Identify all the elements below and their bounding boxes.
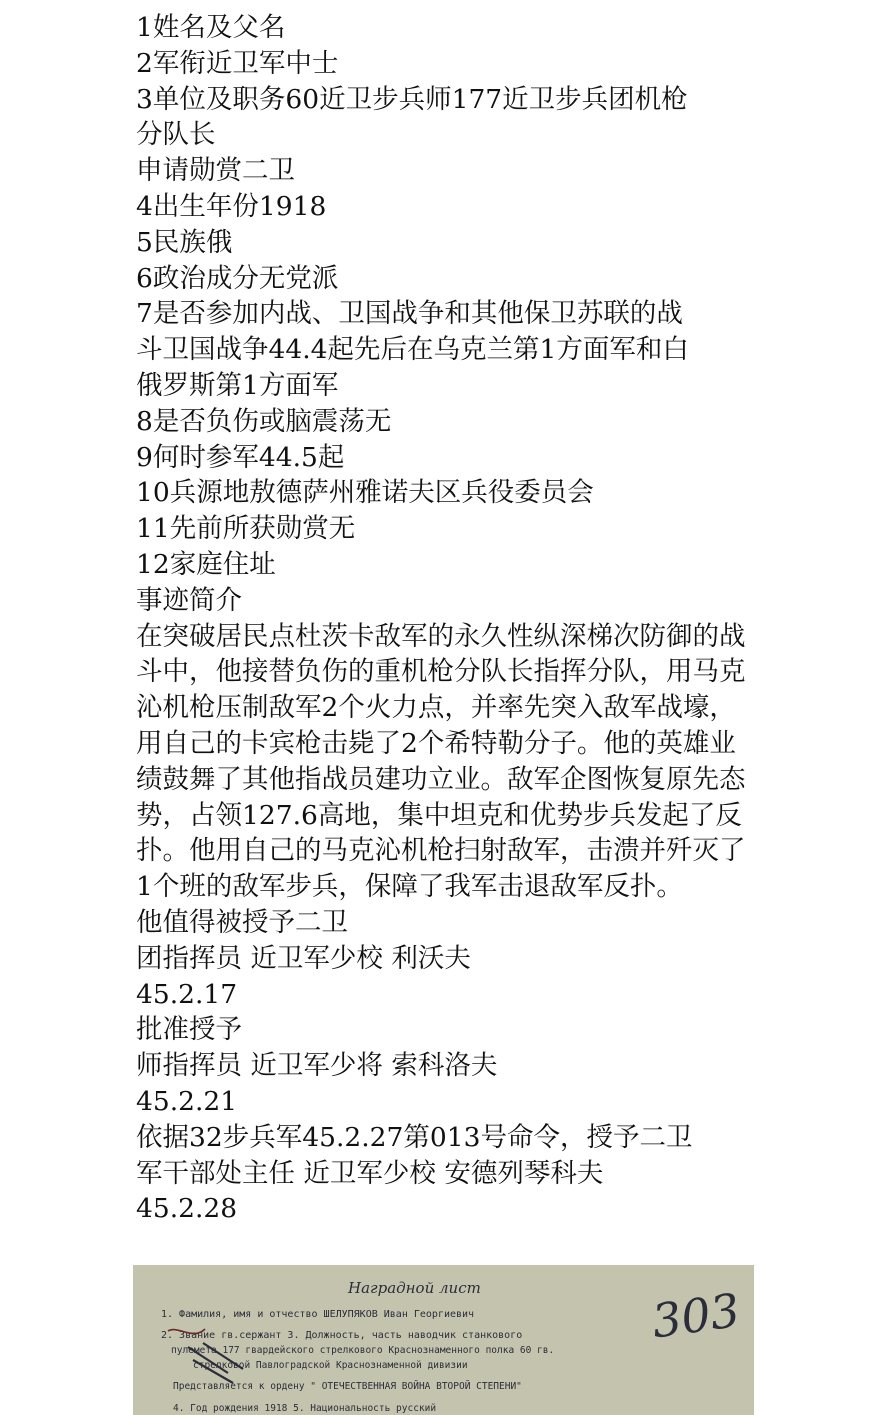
field-award-request: 申请勋赏二卫 bbox=[136, 155, 295, 187]
narrative-heading: 事迹简介 bbox=[136, 584, 242, 616]
field-wounds: 8是否负伤或脑震荡无 bbox=[136, 405, 392, 437]
field-birth-year: 4出生年份1918 bbox=[136, 190, 327, 222]
recommendation: 他值得被授予二卫 bbox=[136, 906, 348, 938]
field-conscription-office: 10兵源地敖德萨州雅诺夫区兵役委员会 bbox=[136, 477, 594, 509]
field-war-service: 7是否参加内战、卫国战争和其他保卫苏联的战 bbox=[136, 298, 683, 330]
field-home-address: 12家庭住址 bbox=[136, 548, 276, 580]
field-name: 1姓名及父名 bbox=[136, 12, 286, 43]
field-previous-awards: 11先前所获勋赏无 bbox=[136, 513, 356, 545]
scan-row5: 4. Год рождения 1918 5. Национальность русский bbox=[173, 1403, 437, 1414]
scan-corner-number: 303 bbox=[648, 1282, 744, 1349]
division-commander: 师指挥员 近卫军少将 索科洛夫 bbox=[136, 1050, 498, 1082]
scan-row1: 1. Фамилия, имя и отчество ШЕЛУПЯКОВ Иван Георгиевич bbox=[161, 1309, 475, 1320]
personnel-chief: 军干部处主任 近卫军少校 安德列琴科夫 bbox=[136, 1157, 604, 1189]
field-rank: 2军衔近卫军中士 bbox=[136, 47, 339, 79]
scan-svg bbox=[133, 1265, 754, 1415]
scan-row2b: пулемета 177 гвардейского стрелкового Краснознаменного полка 60 гв. bbox=[171, 1345, 555, 1356]
field-enlisted: 9何时参军44.5起 bbox=[136, 441, 345, 473]
narrative-text: 在突破居民点杜茨卡敌军的永久性纵深梯次防御的战斗中，他接替负伤的重机枪分队长指挥分队，用马克沁机枪压制敌军2个火力点，并率先突入敌军战壕，用自己的卡宾枪击毙了2个希特勒分子。他的英雄业绩鼓舞了其他指战员建功立业。敌军企图恢复原先态势，占领127.6高地，集中坦克和优势步兵发起了反扑。他用自己的马克沁机枪扫射敌军，击溃并歼灭了1个班的敌军步兵，保障了我军击退敌军反扑。 bbox=[136, 620, 746, 903]
field-nationality: 5民族俄 bbox=[136, 226, 233, 258]
field-war-service-cont2: 俄罗斯第1方面军 bbox=[136, 369, 339, 401]
field-party: 6政治成分无党派 bbox=[136, 262, 339, 294]
scan-header: Наградной лист bbox=[348, 1279, 481, 1297]
approvals bbox=[136, 905, 761, 1227]
regiment-commander: 团指挥员 近卫军少校 利沃夫 bbox=[136, 942, 471, 974]
division-date: 45.2.21 bbox=[136, 1085, 238, 1117]
scan-row3: стрелковой Павлоградской Краснознаменной дивизии bbox=[193, 1360, 468, 1371]
corps-date: 45.2.28 bbox=[136, 1193, 238, 1225]
approval: 批准授予 bbox=[136, 1014, 242, 1046]
archival-scan-image bbox=[133, 1265, 754, 1415]
field-war-service-cont: 斗卫国战争44.4起先后在乌克兰第1方面军和白 bbox=[136, 334, 689, 366]
corps-order: 依据32步兵军45.2.27第013号命令，授予二卫 bbox=[136, 1121, 693, 1153]
translation-document bbox=[136, 10, 761, 1227]
field-unit-cont: 分队长 bbox=[136, 119, 216, 151]
field-unit: 3单位及职务60近卫步兵师177近卫步兵团机枪 bbox=[136, 83, 688, 115]
scan-row4: Представляется к ордену " ОТЕЧЕСТВЕННАЯ ВОЙНА ВТОРОЙ СТЕПЕНИ" bbox=[173, 1381, 522, 1392]
regiment-date: 45.2.17 bbox=[136, 978, 238, 1010]
scan-row2: 2. Звание гв.сержант 3. Должность, часть наводчик станкового bbox=[161, 1330, 523, 1341]
form-fields bbox=[136, 10, 761, 583]
